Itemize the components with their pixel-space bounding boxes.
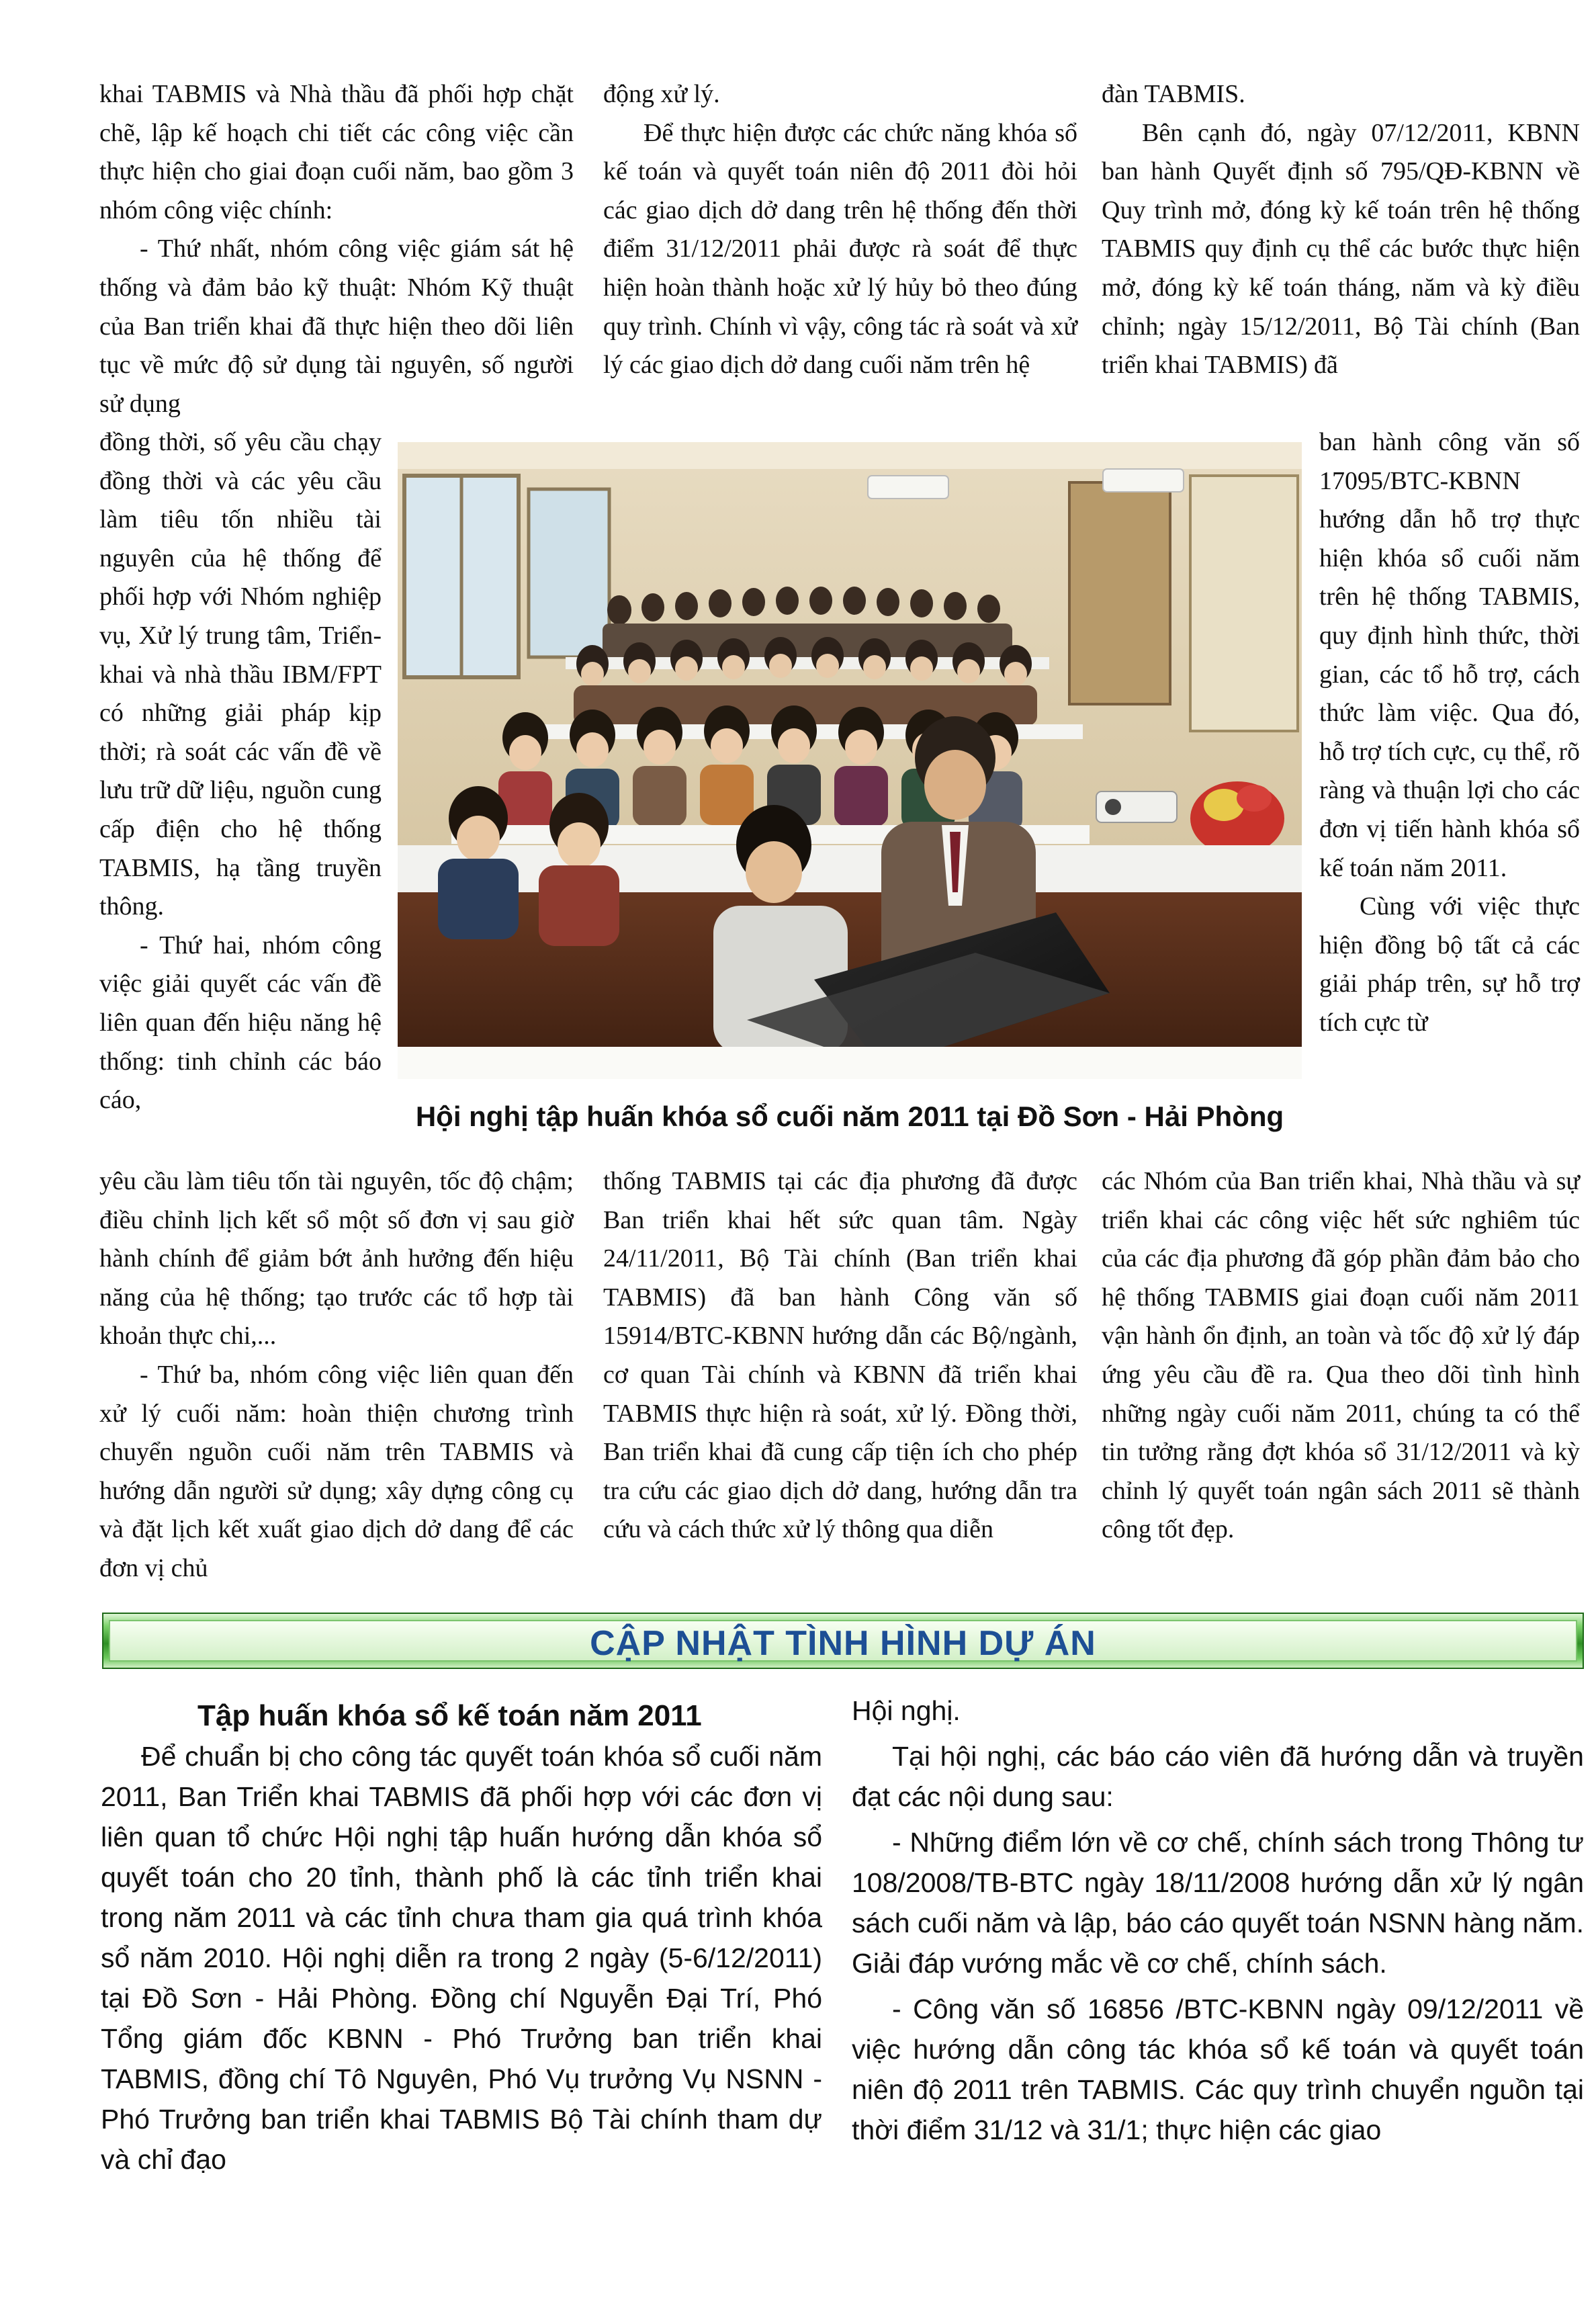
paragraph: động xử lý.	[603, 80, 720, 108]
news-column-right	[852, 1690, 1584, 2150]
section-banner-title: CẬP NHẬT TÌNH HÌNH DỰ ÁN	[590, 1624, 1096, 1663]
paragraph: yêu cầu làm tiêu tốn tài nguyên, tốc độ chậm; điều chỉnh lịch kết sổ một số đơn vị sau giờ hành chính để giảm bớt ảnh hưởng đến hiệu năng của hệ thống; tạo trước các tổ hợp tài khoản thực chi,...	[99, 1167, 574, 1351]
section-banner-inner	[109, 1620, 1577, 1662]
article-column-1-wrap	[99, 423, 382, 1120]
paragraph: khai TABMIS và Nhà thầu đã phối hợp chặt chẽ, lập kế hoạch chi tiết các công việc cần thực hiện cho giai đoạn cuối năm, bao gồm 3 nhóm công việc chính:	[99, 80, 574, 224]
article-column-1-bottom	[99, 1162, 574, 1588]
paragraph: - Những điểm lớn về cơ chế, chính sách trong Thông tư 108/2008/TB-BTC ngày 18/11/2008 hướng dẫn xử lý ngân sách cuối năm và lập, báo cáo quyết toán NSNN hàng năm. Giải đáp vướng mắc về cơ chế, chính sách.	[852, 1827, 1584, 1979]
paragraph: Để thực hiện được các chức năng khóa sổ kế toán và quyết toán niên độ 2011 đòi hỏi các giao dịch dở dang trên hệ thống đến thời điểm 31/12/2011 phải được rà soát để thực hiện hoàn thành hoặc xử lý hủy bỏ theo đúng quy trình. Chính vì vậy, công tác rà soát và xử lý các giao dịch dở dang cuối năm trên hệ	[603, 118, 1077, 380]
paragraph: đàn TABMIS.	[1102, 80, 1245, 108]
conference-photo-illustration	[398, 442, 1302, 1079]
article-column-2-bottom	[603, 1162, 1077, 1549]
news-heading: Tập huấn khóa sổ kế toán năm 2011	[197, 1699, 702, 1732]
article-column-3-bottom	[1102, 1162, 1580, 1549]
paragraph: đồng thời, số yêu cầu chạy đồng thời và các yêu cầu làm tiêu tốn nhiều tài nguyên của hệ thống để phối hợp với Nhóm nghiệp vụ, Xử lý trung tâm, Triển- khai và nhà thầu IBM/FPT có những giải pháp kịp thời; rà soát các vấn đề về lưu trữ dữ liệu, nguồn cung cấp điện cho hệ thống TABMIS, hạ tầng truyền thông.	[99, 428, 382, 921]
paragraph: - Thứ ba, nhóm công việc liên quan đến xử lý cuối năm: hoàn thiện chương trình chuyển nguồn cuối năm trên TABMIS và hướng dẫn người sử dụng; xây dựng công cụ và đặt lịch kết xuất giao dịch dở dang để các đơn vị chủ	[99, 1360, 574, 1582]
paragraph: Cùng với việc thực hiện đồng bộ tất cả các giải pháp trên, sự hỗ trợ tích cực từ	[1319, 892, 1580, 1037]
article-column-3-wrap	[1319, 423, 1580, 1043]
paragraph: - Thứ hai, nhóm công việc giải quyết các vấn đề liên quan đến hiệu năng hệ thống: tinh chỉnh các báo cáo,	[99, 931, 382, 1115]
news-column-left	[101, 1696, 822, 2180]
paragraph: - Công văn số 16856 /BTC-KBNN ngày 09/12/2011 về việc hướng dẫn công tác khóa sổ kế toán và quyết toán niên độ 2011 trên TABMIS. Các quy trình chuyển nguồn tại thời điểm 31/12 và 31/1; thực hiện các giao	[852, 1994, 1584, 2145]
paragraph: thống TABMIS tại các địa phương đã được Ban triển khai hết sức quan tâm. Ngày 24/11/2011, Bộ Tài chính (Ban triển khai TABMIS) đã ban hành Công văn số 15914/BTC-KBNN hướng dẫn các Bộ/ngành, cơ quan Tài chính và KBNN đã triển khai TABMIS thực hiện rà soát, xử lý. Đồng thời, Ban triển khai đã cung cấp tiện ích cho phép tra cứu các giao dịch dở dang, hướng dẫn tra cứu và cách thức xử lý thông qua diễn	[603, 1167, 1077, 1544]
paragraph: Tại hội nghị, các báo cáo viên đã hướng dẫn và truyền đạt các nội dung sau:	[852, 1741, 1584, 1812]
article-column-2-top	[603, 75, 1077, 385]
paragraph: ban hành công văn số 17095/BTC-KBNN hướng dẫn hỗ trợ thực hiện khóa sổ cuối năm trên hệ thống TABMIS, quy định hình thức, thời gian, các tổ hỗ trợ, cách thức làm việc. Qua đó, hỗ trợ tích cực, cụ thể, rõ ràng và thuận lợi cho các đơn vị tiến hành khóa sổ kế toán năm 2011.	[1319, 428, 1580, 882]
conference-photo	[398, 442, 1302, 1079]
paragraph: Bên cạnh đó, ngày 07/12/2011, KBNN ban hành Quyết định số 795/QĐ-KBNN về Quy trình mở, đóng kỳ kế toán trên hệ thống TABMIS quy định cụ thể các bước thực hiện mở, đóng kỳ kế toán tháng, năm và kỳ điều chỉnh; ngày 15/12/2011, Bộ Tài chính (Ban triển khai TABMIS) đã	[1102, 118, 1580, 380]
photo-caption: Hội nghị tập huấn khóa sổ cuối năm 2011 tại Đồ Sơn - Hải Phòng	[415, 1101, 1284, 1132]
paragraph: các Nhóm của Ban triển khai, Nhà thầu và sự triển khai các công việc hết sức nghiêm túc của các địa phương đã góp phần đảm bảo cho hệ thống TABMIS giai đoạn cuối năm 2011 vận hành ổn định, an toàn và tốc độ xử lý đáp ứng yêu cầu đề ra. Qua theo dõi tình hình những ngày cuối năm 2011, chúng ta có thể tin tưởng rằng đợt khóa sổ 31/12/2011 và kỳ chỉnh lý quyết toán ngân sách 2011 sẽ thành công tốt đẹp.	[1102, 1167, 1580, 1544]
paragraph: - Thứ nhất, nhóm công việc giám sát hệ thống và đảm bảo kỹ thuật: Nhóm Kỹ thuật của Ban triển khai đã thực hiện theo dõi liên tục về mức độ sử dụng tài nguyên, số người sử dụng	[99, 234, 574, 418]
paragraph: Để chuẩn bị cho công tác quyết toán khóa sổ cuối năm 2011, Ban Triển khai TABMIS đã phối hợp với các đơn vị liên quan tổ chức Hội nghị tập huấn hướng dẫn khóa sổ quyết toán cho 20 tỉnh, thành phố là các tỉnh triển khai trong năm 2011 và các tỉnh chưa tham gia quá trình khóa sổ năm 2010. Hội nghị diễn ra trong 2 ngày (5-6/12/2011) tại Đồ Sơn - Hải Phòng. Đồng chí Nguyễn Đại Trí, Phó Tổng giám đốc KBNN - Phó Trưởng ban triển khai TABMIS, đồng chí Tô Nguyên, Phó Vụ trưởng Vụ NSNN - Phó Trưởng ban triển khai TABMIS Bộ Tài chính tham dự và chỉ đạo	[101, 1741, 822, 2175]
section-banner	[102, 1613, 1584, 1669]
article-column-3-top	[1102, 75, 1580, 385]
paragraph: Hội nghị.	[852, 1695, 961, 1726]
article-column-1-top	[99, 75, 574, 423]
